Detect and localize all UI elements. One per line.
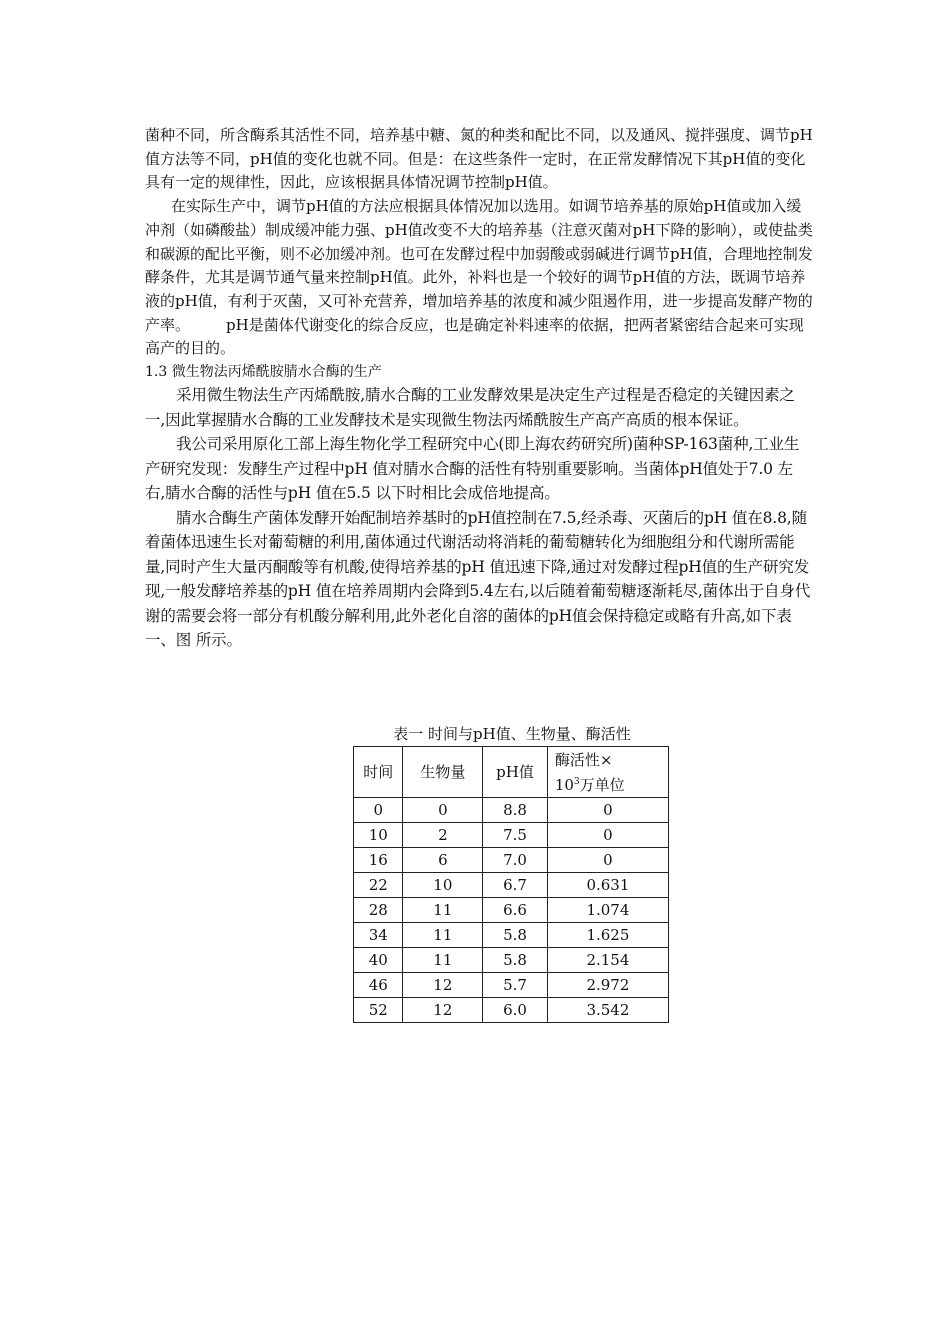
cell-biomass: 11 <box>403 898 483 923</box>
paragraph-2-tail: pH是菌体代谢变化的综合反应，也是确定补料速率的依据，把两者紧密结合起来可实现高产的目的。 <box>145 315 804 358</box>
cell-biomass: 12 <box>403 998 483 1023</box>
table-row <box>354 848 669 873</box>
cell-time: 28 <box>354 898 403 923</box>
paragraph-3 <box>145 383 813 432</box>
table-row <box>354 973 669 998</box>
header-ph: pH值 <box>483 747 548 798</box>
paragraph-5-text: 腈水合酶生产菌体发酵开始配制培养基时的pH值控制在7.5,经杀毒、灭菌后的pH 值在8.8,随着菌体迅速生长对葡萄糖的利用,菌体通过代谢活动将消耗的葡萄糖转化为细胞组分和代谢所需能量,同时产生大量丙酮酸等有机酸,使得培养基的pH 值迅速下降,通过对发酵过程pH值的生产研究发现,一般发酵培养基的pH 值在培养周期内会降到5.4左右,以后随着葡萄糖逐渐耗尽,菌体出于自身代谢的需要会将一部分有机酸分解利用,此外老化自溶的菌体的pH值会保持稳定或略有升高,如下表一、图 所示。 <box>145 508 811 650</box>
paragraph-1: 菌种不同，所含酶系其活性不同，培养基中糖、氮的种类和配比不同，以及通风、搅拌强度、调节pH值方法等不同，pH值的变化也就不同。但是：在这些条件一定时，在正常发酵情况下其pH值的变化具有一定的规律性，因此，应该根据具体情况调节控制pH值。 <box>145 126 813 192</box>
table-caption: 表一 时间与pH值、生物量、酶活性 <box>393 725 631 743</box>
data-table <box>353 746 669 1023</box>
header-time: 时间 <box>354 747 403 798</box>
cell-time: 10 <box>354 823 403 848</box>
cell-biomass: 11 <box>403 923 483 948</box>
cell-ph: 6.6 <box>483 898 548 923</box>
table-row <box>354 823 669 848</box>
header-biomass: 生物量 <box>403 747 483 798</box>
paragraph-5 <box>145 506 813 653</box>
header-activity-line1: 酶活性× <box>554 750 613 769</box>
cell-activity: 0 <box>547 798 668 823</box>
paragraph-2 <box>145 195 813 361</box>
cell-activity: 1.074 <box>547 898 668 923</box>
table-row <box>354 898 669 923</box>
cell-biomass: 10 <box>403 873 483 898</box>
cell-activity: 3.542 <box>547 998 668 1023</box>
cell-time: 16 <box>354 848 403 873</box>
table-row <box>354 998 669 1023</box>
cell-time: 0 <box>354 798 403 823</box>
cell-time: 22 <box>354 873 403 898</box>
cell-biomass: 6 <box>403 848 483 873</box>
document-body <box>145 124 813 653</box>
table-header-row <box>354 747 669 798</box>
paragraph-3-text: 采用微生物法生产丙烯酰胺,腈水合酶的工业发酵效果是决定生产过程是否稳定的关键因素之一,因此掌握腈水合酶的工业发酵技术是实现微生物法丙烯酰胺生产高产高质的根本保证。 <box>145 386 795 429</box>
header-activity-base: 10 <box>554 775 574 794</box>
cell-ph: 8.8 <box>483 798 548 823</box>
cell-activity: 0 <box>547 823 668 848</box>
cell-biomass: 2 <box>403 823 483 848</box>
table-row <box>354 873 669 898</box>
cell-ph: 5.8 <box>483 923 548 948</box>
cell-activity: 1.625 <box>547 923 668 948</box>
cell-activity: 2.154 <box>547 948 668 973</box>
table-row <box>354 798 669 823</box>
cell-ph: 5.7 <box>483 973 548 998</box>
cell-ph: 6.7 <box>483 873 548 898</box>
table-row <box>354 948 669 973</box>
cell-ph: 7.0 <box>483 848 548 873</box>
paragraph-2-text: 在实际生产中，调节pH值的方法应根据具体情况加以选用。如调节培养基的原始pH值或加入缓冲剂（如磷酸盐）制成缓冲能力强、pH值改变不大的培养基（注意灭菌对pH下降的影响），或使盐类和碳源的配比平衡，则不必加缓冲剂。也可在发酵过程中加弱酸或弱碱进行调节pH值，合理地控制发酵条件，尤其是调节通气量来控制pH值。此外，补料也是一个较好的调节pH值的方法，既调节培养液的pH值，有利于灭菌，又可补充营养，增加培养基的浓度和减少阻遏作用，进一步提高发酵产物的产率。 <box>145 197 813 334</box>
cell-activity: 0.631 <box>547 873 668 898</box>
cell-time: 34 <box>354 923 403 948</box>
cell-biomass: 12 <box>403 973 483 998</box>
section-heading: 1.3 微生物法丙烯酰胺腈水合酶的生产 <box>145 364 382 381</box>
header-activity-unit: 万单位 <box>579 775 625 794</box>
cell-time: 40 <box>354 948 403 973</box>
paragraph-4-text: 我公司采用原化工部上海生物化学工程研究中心(即上海农药研究所)菌种SP-163菌种,工业生产研究发现：发酵生产过程中pH 值对腈水合酶的活性有特别重要影响。当菌体pH值处于7.0 左右,腈水合酶的活性与pH 值在5.5 以下时相比会成倍地提高。 <box>145 435 800 503</box>
table-row <box>354 923 669 948</box>
cell-ph: 7.5 <box>483 823 548 848</box>
cell-activity: 0 <box>547 848 668 873</box>
cell-activity: 2.972 <box>547 973 668 998</box>
paragraph-4 <box>145 432 813 506</box>
cell-time: 46 <box>354 973 403 998</box>
table-container <box>353 722 671 1023</box>
cell-ph: 6.0 <box>483 998 548 1023</box>
cell-biomass: 11 <box>403 948 483 973</box>
header-activity <box>547 747 668 798</box>
cell-time: 52 <box>354 998 403 1023</box>
cell-biomass: 0 <box>403 798 483 823</box>
cell-ph: 5.8 <box>483 948 548 973</box>
header-activity-exp: 3 <box>573 776 580 787</box>
